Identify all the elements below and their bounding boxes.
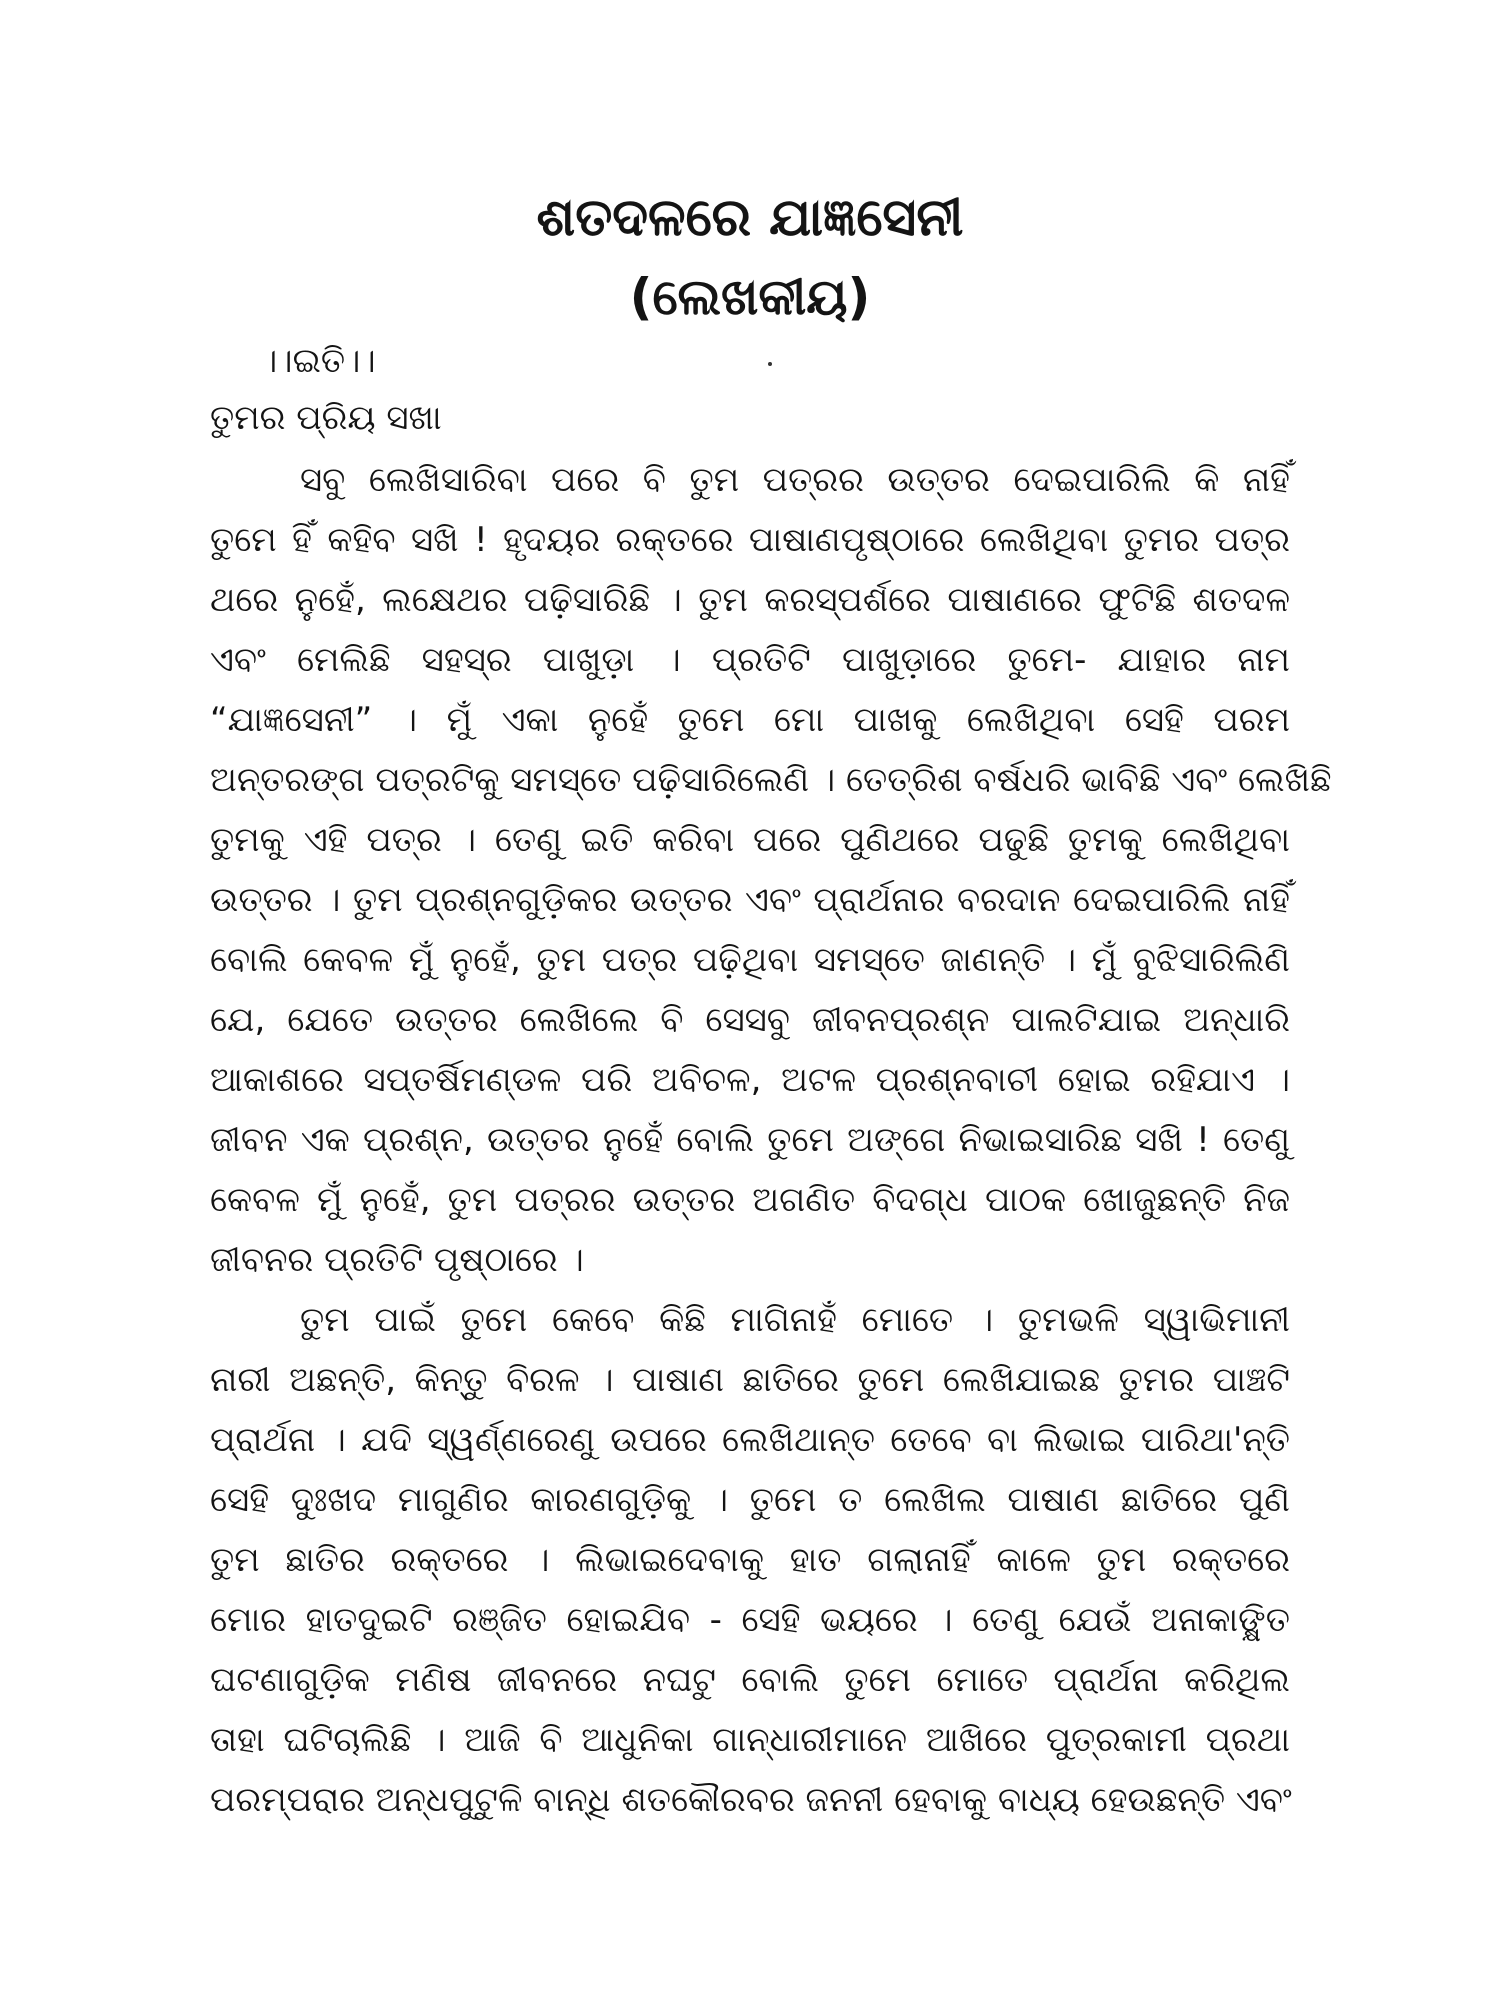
body-line: ଆକାଶରେ ସପ୍ତର୍ଷିମଣ୍ଡଳ ପରି ଅବିଚଳ, ଅଟଳ ପ୍ରଶ୍ନବାଚୀ ହୋଇ ରହିଯାଏ । (210, 1060, 1290, 1100)
body-line: ଯେ, ଯେତେ ଉତ୍ତର ଲେଖିଲେ ବି ସେସବୁ ଜୀବନପ୍ରଶ୍ନ ପାଲଟିଯାଇ ଅନ୍ଧାରି (210, 1000, 1290, 1040)
body-line: ତୁମକୁ ଏହି ପତ୍ର । ତେଣୁ ଇତି କରିବା ପରେ ପୁଣିଥରେ ପଢୁଛି ତୁମକୁ ଲେଖିଥିବା (210, 820, 1290, 860)
body-line: ପରମ୍ପରାର ଅନ୍ଧପୁଟୁଳି ବାନ୍ଧି ଶତକୌରବର ଜନନୀ ହେବାକୁ ବାଧ୍ୟ ହେଉଛନ୍ତି ଏବଂ (210, 1780, 1292, 1820)
body-line: ଜୀବନର ପ୍ରତିଟି ପୃଷ୍ଠାରେ । (210, 1240, 584, 1280)
body-line: ଉତ୍ତର । ତୁମ ପ୍ରଶ୍ନଗୁଡ଼ିକର ଉତ୍ତର ଏବଂ ପ୍ରାର୍ଥନାର ବରଦାନ ଦେଇପାରିଲି ନାହିଁ (210, 880, 1290, 920)
body-line: ଅନ୍ତରଙ୍ଗ ପତ୍ରଟିକୁ ସମସ୍ତେ ପଢ଼ିସାରିଲେଣି । ତେତ୍ରିଶ ବର୍ଷଧରି ଭାବିଛି ଏବଂ ଲେଖିଛି (210, 760, 1332, 800)
body-line: ଘଟଣାଗୁଡ଼ିକ ମଣିଷ ଜୀବନରେ ନଘଟୁ ବୋଲି ତୁମେ ମୋତେ ପ୍ରାର୍ଥନା କରିଥିଲ (210, 1660, 1290, 1700)
salutation: ତୁମର ପ୍ରିୟ ସଖା (210, 398, 442, 438)
body-line: ଜୀବନ ଏକ ପ୍ରଶ୍ନ, ଉତ୍ତର ନୁହେଁ ବୋଲି ତୁମେ ଅଙ୍ଗେ ନିଭାଇସାରିଛ ସଖି ! ତେଣୁ (210, 1120, 1290, 1160)
body-line: ସେହି ଦୁଃଖଦ ମାଗୁଣିର କାରଣଗୁଡ଼ିକୁ । ତୁମେ ତ ଲେଖିଲ ପାଷାଣ ଛାତିରେ ପୁଣି (210, 1480, 1290, 1520)
body-line: ତାହା ଘଟିଚାଲିଛି । ଆଜି ବି ଆଧୁନିକା ଗାନ୍ଧାରୀମାନେ ଆଖିରେ ପୁତ୍ରକାମୀ ପ୍ରଥା (210, 1720, 1290, 1760)
body-line: କେବଳ ମୁଁ ନୁହେଁ, ତୁମ ପତ୍ରର ଉତ୍ତର ଅଗଣିତ ବିଦଗ୍ଧ ପାଠକ ଖୋଜୁଛନ୍ତି ନିଜ (210, 1180, 1290, 1220)
body-line: ବୋଲି କେବଳ ମୁଁ ନୁହେଁ, ତୁମ ପତ୍ର ପଢ଼ିଥିବା ସମସ୍ତେ ଜାଣନ୍ତି । ମୁଁ ବୁଝିସାରିଲିଣି (210, 940, 1290, 980)
page-title: ଶତଦଳରେ ଯାଜ୍ଞସେନୀ (536, 188, 964, 248)
body-line: ନାରୀ ଅଛନ୍ତି, କିନ୍ତୁ ବିରଳ । ପାଷାଣ ଛାତିରେ ତୁମେ ଲେଖିଯାଇଛ ତୁମର ପାଞ୍ଚଟି (210, 1360, 1290, 1400)
page-subtitle: (ଲେଖକୀୟ) (629, 268, 871, 326)
body-line: ଏବଂ ମେଲିଛି ସହସ୍ର ପାଖୁଡ଼ା । ପ୍ରତିଟି ପାଖୁଡ଼ାରେ ତୁମେ- ଯାହାର ନାମ (210, 640, 1290, 680)
stray-dot (768, 362, 772, 366)
body-line: ତୁମ ପାଇଁ ତୁମେ କେବେ କିଛି ମାଗିନାହଁ ମୋତେ । ତୁମଭଳି ସ୍ୱାଭିମାନୀ (300, 1300, 1290, 1340)
body-line: ପ୍ରାର୍ଥନା । ଯଦି ସ୍ୱର୍ଣ୍ଣରେଣୁ ଉପରେ ଲେଖିଥାନ୍ତ ତେବେ ବା ଲିଭାଇ ପାରିଥା'ନ୍ତି (210, 1420, 1290, 1460)
body-line: ମୋର ହାତଦୁଇଟି ରଞ୍ଜିତ ହୋଇଯିବ - ସେହି ଭୟରେ । ତେଣୁ ଯେଉଁ ଅନାକାଙ୍କ୍ଷିତ (210, 1600, 1290, 1640)
iti-marker: ।।ଇତି।। (262, 341, 376, 381)
body-line: ସବୁ ଲେଖିସାରିବା ପରେ ବି ତୁମ ପତ୍ରର ଉତ୍ତର ଦେଇପାରିଲି କି ନାହିଁ (300, 460, 1290, 500)
body-line: ତୁମ ଛାତିର ରକ୍ତରେ । ଲିଭାଇଦେବାକୁ ହାତ ଗଲାନାହିଁ କାଳେ ତୁମ ରକ୍ତରେ (210, 1540, 1290, 1580)
body-line: “ଯାଜ୍ଞସେନୀ” । ମୁଁ ଏକା ନୁହେଁ ତୁମେ ମୋ ପାଖକୁ ଲେଖିଥିବା ସେହି ପରମ (210, 700, 1290, 740)
body-line: ତୁମେ ହିଁ କହିବ ସଖି ! ହୃଦୟର ରକ୍ତରେ ପାଷାଣପୃଷ୍ଠାରେ ଲେଖିଥିବା ତୁମର ପତ୍ର (210, 520, 1290, 560)
body-line: ଥରେ ନୁହେଁ, ଲକ୍ଷେଥର ପଢ଼ିସାରିଛି । ତୁମ କରସ୍ପର୍ଶରେ ପାଷାଣରେ ଫୁଟିଛି ଶତଦଳ (210, 580, 1290, 620)
